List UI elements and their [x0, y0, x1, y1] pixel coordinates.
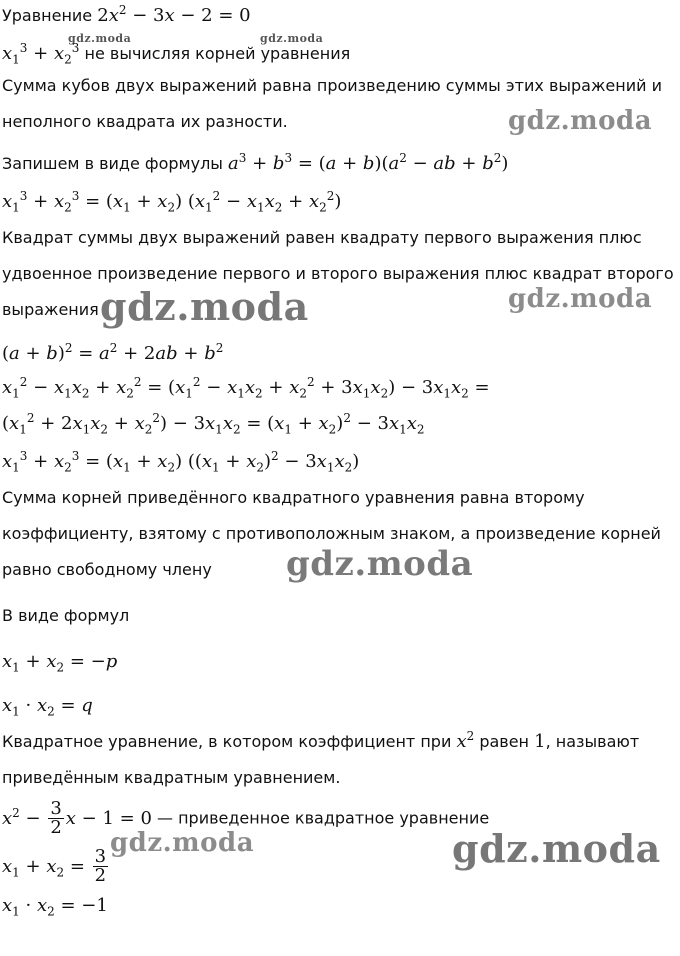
paragraph-line: Сумма кубов двух выражений равна произведению суммы этих выражений и	[2, 76, 662, 95]
equation-line	[2, 4, 676, 28]
math-formula: $x_1 \cdot x_2 = q$	[2, 695, 93, 719]
math-expression: $x_1^3 + x_2^3$	[2, 41, 80, 67]
watermark: gdz.moda	[110, 828, 255, 858]
text: равен	[474, 732, 535, 751]
math-formula: $(x_1^2 + 2x_1x_2 + x_2^2) - 3x_1x_2 = (x_1 + x_2)^2 - 3x_1x_2$	[2, 411, 425, 437]
formula-line	[2, 342, 676, 366]
watermark: gdz.moda	[260, 32, 324, 45]
fraction: $\frac{3}{2}$	[50, 798, 62, 838]
formula-line	[2, 376, 676, 400]
math-formula: $x_1^2 - x_1x_2 + x_2^2 = (x_1^2 - x_1x_2 + x_2^2 + 3x_1x_2) - 3x_1x_2$ =	[2, 375, 490, 401]
formula-line	[2, 412, 676, 436]
math-formula: $x_1^3 + x_2^3 = (x_1 + x_2) (x_1^2 - x_1x_2 + x_2^2)$	[2, 189, 342, 215]
text: — приведенное квадратное уравнение	[151, 808, 490, 828]
text: выражения	[2, 300, 99, 319]
math-equation: $2x^2 - 3x - 2 = 0$	[97, 3, 251, 26]
paragraph-line: равно свободному члену	[2, 560, 212, 579]
watermark: gdz.moda	[508, 106, 653, 136]
paragraph-line: приведённым квадратным уравнением.	[2, 768, 341, 787]
text: , называют	[545, 732, 640, 751]
watermark: gdz.moda	[68, 32, 132, 45]
watermark: gdz.moda	[100, 284, 309, 329]
paragraph-line	[2, 730, 676, 754]
watermark: gdz.moda	[508, 284, 653, 314]
paragraph-line: неполного квадрата их разности.	[2, 112, 288, 131]
math-formula: $x_1 + x_2 = -p$	[2, 651, 118, 675]
paragraph-line: коэффициенту, взятому с противоположным знаком, а произведение корней	[2, 524, 661, 543]
text: Запишем в виде формулы	[2, 154, 229, 173]
math-expression: $x^2$	[456, 729, 475, 752]
math-formula: $x_1 \cdot x_2 = -1$	[2, 895, 108, 919]
math-formula: $x_1^3 + x_2^3 = (x_1 + x_2) ((x_1 + x_2)^2 - 3x_1x_2)$	[2, 449, 360, 475]
paragraph-line: В виде формул	[2, 606, 130, 625]
math-expression: 1	[534, 731, 546, 752]
formula-line	[2, 894, 676, 918]
math-formula: $(a + b)^2 = a^2 + 2ab + b^2$	[2, 341, 224, 364]
formula-line	[2, 190, 676, 214]
text: Уравнение	[2, 6, 98, 25]
text: Квадратное уравнение, в котором коэффициент при	[2, 732, 457, 751]
paragraph-line: Сумма корней приведённого квадратного уравнения равна второму	[2, 488, 585, 507]
fraction: $\frac{3}{2}$	[94, 846, 107, 886]
task-line	[2, 42, 676, 66]
math-equation: $x^2$ − $\frac{3}{2}$ x − 1 = 0	[2, 798, 152, 838]
text: не вычисляя корней уравнения	[84, 44, 351, 63]
watermark: gdz.moda	[286, 544, 474, 584]
paragraph-line: Квадрат суммы двух выражений равен квадрату первого выражения плюс	[2, 228, 642, 247]
formula-line	[2, 650, 676, 674]
formula-line	[2, 694, 676, 718]
paragraph-line: удвоенное произведение первого и второго выражения плюс квадрат второго	[2, 264, 674, 283]
formula-line	[2, 450, 676, 474]
formula-line	[2, 152, 676, 176]
watermark: gdz.moda	[452, 826, 661, 871]
math-formula: $x_1 + x_2$ = $\frac{3}{2}$	[2, 846, 107, 886]
math-formula: $a^3 + b^3 = (a + b)(a^2$ − ab + $b^2$)	[228, 151, 509, 174]
